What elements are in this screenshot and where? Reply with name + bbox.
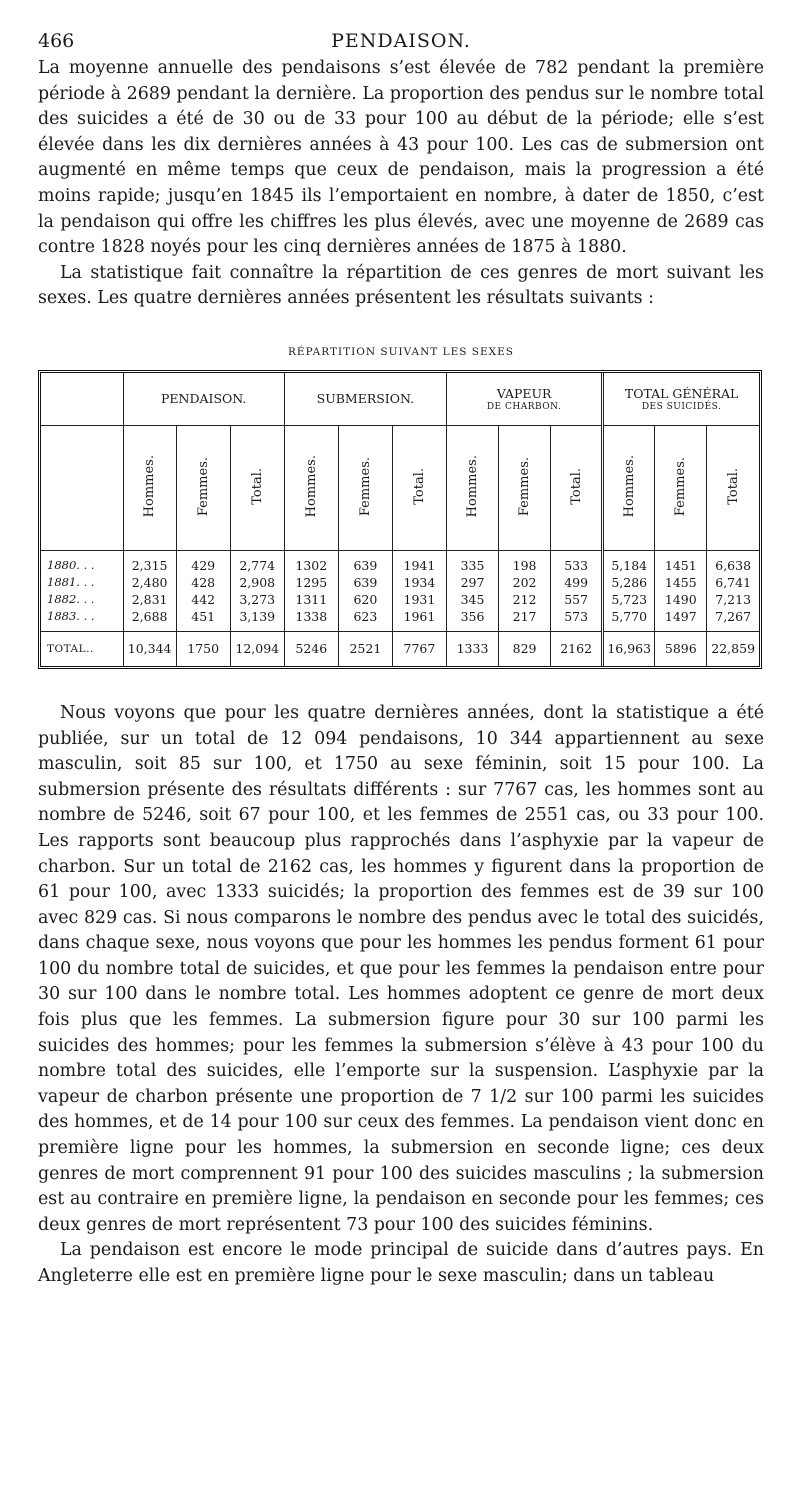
- table-cell: 639: [338, 574, 392, 591]
- table-cell: 198: [499, 550, 551, 574]
- table-cell: 620: [338, 591, 392, 608]
- table-cell: 5,723: [603, 591, 655, 608]
- table-row: [41, 608, 759, 632]
- table-cell: 10,344: [123, 631, 176, 666]
- table-cell: 1295: [284, 574, 338, 591]
- table-cell: 5246: [284, 631, 338, 666]
- table-cell: 7,213: [707, 591, 759, 608]
- row-year: 1883. . .: [47, 609, 95, 624]
- col-total: Total.: [230, 425, 284, 550]
- table-cell: 6,741: [707, 574, 759, 591]
- table-cell: 1931: [392, 591, 446, 608]
- group-header-row: [41, 373, 759, 426]
- table-cell: 335: [446, 550, 498, 574]
- table-cell: 623: [338, 608, 392, 632]
- col-femmes: Femmes.: [176, 425, 230, 550]
- table-cell: 345: [446, 591, 498, 608]
- intro-text: [38, 56, 764, 312]
- sub-header-row: [41, 425, 759, 550]
- group-pendaison: PENDAISON.: [123, 373, 284, 426]
- table-cell: 6,638: [707, 550, 759, 574]
- col-total: Total.: [392, 425, 446, 550]
- table-cell: 1941: [392, 550, 446, 574]
- total-row: [41, 631, 759, 666]
- col-total: Total.: [707, 425, 759, 550]
- group-submersion: SUBMERSION.: [284, 373, 446, 426]
- table-cell: 2162: [551, 631, 603, 666]
- col-hommes: Hommes.: [123, 425, 176, 550]
- table-cell: 829: [499, 631, 551, 666]
- table-cell: 2,831: [123, 591, 176, 608]
- table-row: [41, 591, 759, 608]
- table-cell: 499: [551, 574, 603, 591]
- table-cell: 1311: [284, 591, 338, 608]
- table-cell: 442: [176, 591, 230, 608]
- table-cell: 356: [446, 608, 498, 632]
- table-cell: 428: [176, 574, 230, 591]
- table-cell: 297: [446, 574, 498, 591]
- table-cell: 7767: [392, 631, 446, 666]
- col-femmes: Femmes.: [655, 425, 707, 550]
- page-number: 466: [38, 30, 75, 52]
- paragraph-3: Nous voyons que pour les quatre dernières années, dont la statistique a été publiée, sur un total de 12 094 pendaisons, 10 344 appartiennent au sexe masculin, soit 85 sur 100, et 1750 au sexe féminin, soit 15 pour 100. La submersion présente des résultats différents : sur 7767 cas, les hommes sont au nombre de 5246, soit 67 pour 100, et les femmes de 2551 cas, ou 33 pour 100. Les rapports sont beaucoup plus rapprochés dans l’asphyxie par la vapeur de charbon. Sur un total de 2162 cas, les hommes y figurent dans la proportion de 61 pour 100, avec 1333 suicidés; la proportion des femmes est de 39 sur 100 avec 829 cas. Si nous comparons le nombre des pendus avec le total des suicidés, dans chaque sexe, nous voyons que pour les hommes les pendus forment 61 pour 100 du nombre total de suicides, et que pour les femmes la pendaison entre pour 30 sur 100 dans le nombre total. Les hommes adoptent ce genre de mort deux fois plus que les femmes. La submersion figure pour 30 sur 100 parmi les suicides des hommes; pour les femmes la submersion s’élève à 43 pour 100 du nombre total des suicides, elle l’emporte sur la suspension. L’asphyxie par la vapeur de charbon présente une proportion de 7 1/2 sur 100 parmi les suicides des hommes, et de 14 pour 100 sur ceux des femmes. La pendaison vient donc en première ligne pour les hommes, la submersion en seconde ligne; ces deux genres de mort comprennent 91 pour 100 des suicides masculins ; la submersion est au contraire en première ligne, la pendaison en seconde pour les femmes; ces deux genres de mort représentent 73 pour 100 des suicides féminins.: [38, 702, 764, 1235]
- col-hommes: Hommes.: [603, 425, 655, 550]
- table-cell: 557: [551, 591, 603, 608]
- col-femmes: Femmes.: [338, 425, 392, 550]
- table-cell: 2,688: [123, 608, 176, 632]
- group-vapeur: VAPEUR DE CHARBON.: [446, 373, 602, 426]
- page: [38, 30, 764, 1290]
- row-year: 1881. . .: [47, 575, 95, 590]
- running-title: PENDAISON.: [331, 30, 471, 52]
- paragraph-4: La pendaison est encore le mode principal de suicide dans d’autres pays. En Angleterre elle est en première ligne pour le sexe masculin; dans un tableau: [38, 1240, 764, 1286]
- table-cell: 5,184: [603, 550, 655, 574]
- paragraph-1: La moyenne annuelle des pendaisons s’est élevée de 782 pendant la première période à 2689 pendant la dernière. La proportion des pendus sur le nombre total des suicides a été de 30 ou de 33 pour 100 au début de la période; elle s’est élevée dans les dix dernières années à 43 pour 100. Les cas de submersion ont augmenté en même temps que ceux de pendaison, mais la progression a été moins rapide; jusqu’en 1845 ils l’emportaient en nombre, à dater de 1850, c’est la pendaison qui offre les chiffres les plus élevés, avec une moyenne de 2689 cas contre 1828 noyés pour les cinq dernières années de 1875 à 1880.: [38, 58, 764, 258]
- body-text: [38, 701, 764, 1290]
- paragraph-2: La statistique fait connaître la répartition de ces genres de mort suivant les sexes. Les quatre dernières années présentent les résultats suivants :: [38, 262, 764, 309]
- col-hommes: Hommes.: [446, 425, 498, 550]
- table-cell: 1455: [655, 574, 707, 591]
- table-cell: 1333: [446, 631, 498, 666]
- table-cell: 2,480: [123, 574, 176, 591]
- table-cell: 1451: [655, 550, 707, 574]
- table-cell: 217: [499, 608, 551, 632]
- table-cell: 639: [338, 550, 392, 574]
- table-cell: 1302: [284, 550, 338, 574]
- table-row: [41, 574, 759, 591]
- running-header: [38, 30, 764, 56]
- table-cell: 5,770: [603, 608, 655, 632]
- col-femmes: Femmes.: [499, 425, 551, 550]
- table-cell: 533: [551, 550, 603, 574]
- table-cell: 202: [499, 574, 551, 591]
- statistics-table: [38, 370, 762, 669]
- col-hommes: Hommes.: [284, 425, 338, 550]
- table-cell: 5896: [655, 631, 707, 666]
- table-cell: 2,774: [230, 550, 284, 574]
- table-cell: 2,908: [230, 574, 284, 591]
- group-total-general: TOTAL GÉNÉRAL DES SUICIDÉS.: [603, 373, 759, 426]
- table-cell: 429: [176, 550, 230, 574]
- row-year: 1882. . .: [47, 592, 95, 607]
- table-cell: 16,963: [603, 631, 655, 666]
- table-cell: 1490: [655, 591, 707, 608]
- corner-cell: [41, 373, 123, 426]
- table-cell: 212: [499, 591, 551, 608]
- table-cell: 2521: [338, 631, 392, 666]
- table-cell: 3,139: [230, 608, 284, 632]
- table-cell: 1961: [392, 608, 446, 632]
- table-cell: 1934: [392, 574, 446, 591]
- total-label: TOTAL..: [41, 631, 123, 666]
- col-total: Total.: [551, 425, 603, 550]
- table-cell: 573: [551, 608, 603, 632]
- table-cell: 1497: [655, 608, 707, 632]
- table-cell: 7,267: [707, 608, 759, 632]
- table-cell: 5,286: [603, 574, 655, 591]
- table-row: [41, 550, 759, 574]
- table-cell: 3,273: [230, 591, 284, 608]
- row-year: 1880. . .: [47, 558, 95, 573]
- table-cell: 12,094: [230, 631, 284, 666]
- table-cell: 2,315: [123, 550, 176, 574]
- table-cell: 451: [176, 608, 230, 632]
- table-cell: 1750: [176, 631, 230, 666]
- table-caption: RÉPARTITION SUIVANT LES SEXES: [288, 345, 514, 358]
- table-cell: 1338: [284, 608, 338, 632]
- table-cell: 22,859: [707, 631, 759, 666]
